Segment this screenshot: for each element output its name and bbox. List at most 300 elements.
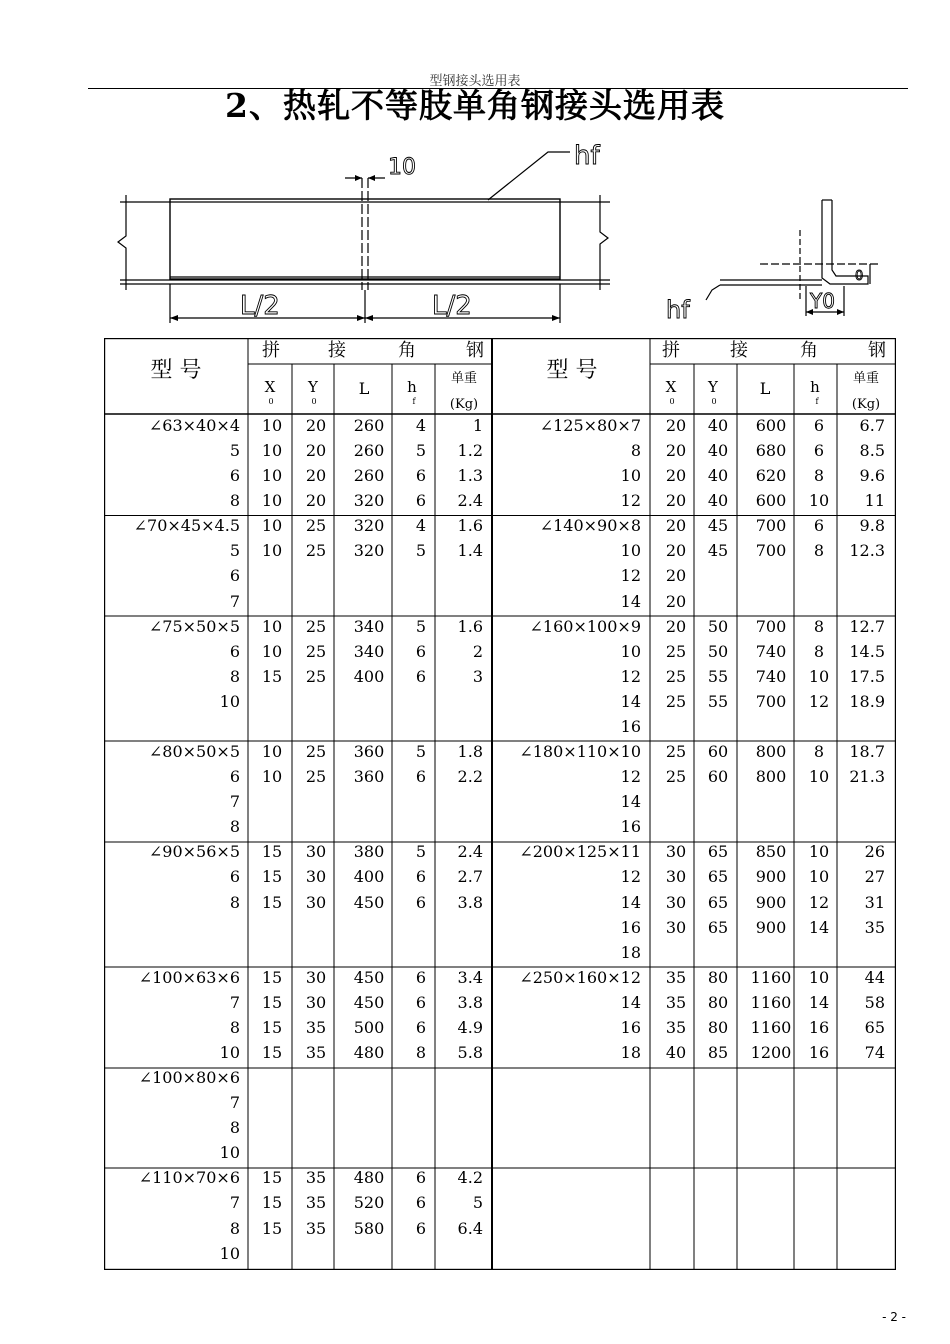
cell-x0: 20 xyxy=(665,466,687,486)
cell-hf: 4 xyxy=(415,516,427,536)
cell-y0: 30 xyxy=(305,867,327,887)
col-group-1-right: 拼 xyxy=(662,340,680,361)
cell-x0: 20 xyxy=(665,566,687,586)
cell-y0: 80 xyxy=(707,992,729,1012)
col-y0-sub-right: 0 xyxy=(711,397,717,406)
cell-model: 6 xyxy=(229,566,240,586)
cell-x0: 10 xyxy=(261,616,283,636)
weld-size-label: hf xyxy=(574,141,600,171)
cell-model: 16 xyxy=(620,817,641,837)
col-l-left: L xyxy=(358,379,370,398)
cell-l: 480 xyxy=(353,1043,385,1062)
cell-model: 18 xyxy=(620,942,641,962)
cell-x0: 10 xyxy=(261,767,283,787)
cell-hf: 10 xyxy=(808,767,830,787)
cell-l: 700 xyxy=(755,616,787,636)
cell-y0: 40 xyxy=(707,466,729,486)
cell-y0: 85 xyxy=(707,1043,729,1062)
half-length-right: L/2 xyxy=(432,291,472,321)
col-group-2-left: 接 xyxy=(328,340,346,361)
cell-model: 6 xyxy=(229,641,240,661)
cell-hf: 6 xyxy=(415,641,427,661)
cell-y0: 60 xyxy=(707,742,729,762)
cell-model: 5 xyxy=(229,441,240,461)
cell-l: 900 xyxy=(755,867,787,887)
cell-l: 800 xyxy=(755,767,787,787)
col-group-3-left: 角 xyxy=(398,340,416,361)
cell-l: 700 xyxy=(755,516,787,536)
cell-l: 1160 xyxy=(750,967,792,987)
cell-hf: 6 xyxy=(813,416,825,435)
cell-hf: 6 xyxy=(415,1218,427,1238)
cell-model: 10 xyxy=(219,691,240,711)
cell-l: 400 xyxy=(353,666,385,686)
cell-model: 12 xyxy=(620,867,641,887)
cell-model: ∠200×125×11 xyxy=(519,842,641,862)
cell-l: 520 xyxy=(353,1193,385,1213)
cell-weight: 27 xyxy=(864,867,885,887)
cell-y0: 30 xyxy=(305,992,327,1012)
cell-hf: 6 xyxy=(415,892,427,912)
cell-y0: 35 xyxy=(305,1043,327,1062)
cell-weight: 65 xyxy=(864,1017,885,1037)
cell-x0: 15 xyxy=(261,1168,283,1188)
cell-l: 320 xyxy=(353,491,385,511)
cell-model: 8 xyxy=(229,1118,240,1138)
cell-weight: 2 xyxy=(472,641,483,661)
cell-hf: 12 xyxy=(808,691,830,711)
cell-weight: 5 xyxy=(472,1193,483,1213)
joint-drawing xyxy=(0,140,950,338)
col-x0-sub-right: 0 xyxy=(669,397,675,406)
cell-model: 7 xyxy=(229,1193,240,1213)
cell-model: ∠100×63×6 xyxy=(138,967,240,987)
cell-x0: 35 xyxy=(665,967,687,987)
cell-y0: 30 xyxy=(305,892,327,912)
half-length-left: L/2 xyxy=(240,291,280,321)
cell-hf: 5 xyxy=(415,842,427,862)
cell-hf: 6 xyxy=(415,466,427,486)
cell-model: 8 xyxy=(229,491,240,511)
cell-model: 10 xyxy=(219,1143,240,1163)
cell-y0: 25 xyxy=(305,767,327,787)
y0-dimension: Y0 xyxy=(810,289,835,313)
cell-weight: 6.4 xyxy=(457,1218,483,1238)
cell-l: 900 xyxy=(755,917,787,937)
cell-l: 900 xyxy=(755,892,787,912)
cell-hf: 8 xyxy=(813,466,825,486)
cell-hf: 6 xyxy=(415,1017,427,1037)
cell-x0: 35 xyxy=(665,992,687,1012)
cell-weight: 1.2 xyxy=(457,441,483,461)
cell-model: 7 xyxy=(229,591,240,611)
cell-weight: 1.3 xyxy=(457,466,483,486)
cell-x0: 30 xyxy=(665,842,687,862)
cell-model: ∠250×160×12 xyxy=(519,967,641,987)
cell-weight: 74 xyxy=(864,1043,885,1062)
cell-hf: 6 xyxy=(415,491,427,511)
cell-x0: 20 xyxy=(665,591,687,611)
cell-model: 6 xyxy=(229,867,240,887)
cell-y0: 45 xyxy=(707,516,729,536)
cell-model: 10 xyxy=(219,1243,240,1263)
cell-hf: 8 xyxy=(813,742,825,762)
cell-x0: 15 xyxy=(261,1193,283,1213)
cell-hf: 16 xyxy=(808,1017,830,1037)
cell-hf: 14 xyxy=(808,992,830,1012)
cell-l: 480 xyxy=(353,1168,385,1188)
cell-weight: 12.7 xyxy=(849,616,885,636)
cell-x0: 15 xyxy=(261,992,283,1012)
cell-model: 8 xyxy=(229,892,240,912)
cell-l: 320 xyxy=(353,516,385,536)
cell-model: ∠100×80×6 xyxy=(138,1068,240,1088)
cell-model: 7 xyxy=(229,1093,240,1113)
col-x0-right: X xyxy=(665,378,677,396)
cell-y0: 20 xyxy=(305,491,327,511)
cell-l: 260 xyxy=(353,416,385,435)
cell-y0: 25 xyxy=(305,516,327,536)
cell-weight: 12.3 xyxy=(849,541,885,561)
cell-model: 8 xyxy=(229,817,240,837)
cell-hf: 8 xyxy=(813,641,825,661)
cell-model: ∠70×45×4.5 xyxy=(133,516,240,536)
cell-l: 450 xyxy=(353,992,385,1012)
cell-weight: 1.8 xyxy=(457,742,483,762)
cell-x0: 10 xyxy=(261,466,283,486)
cell-hf: 10 xyxy=(808,666,830,686)
cell-y0: 20 xyxy=(305,416,327,435)
cell-hf: 6 xyxy=(415,967,427,987)
cell-model: 18 xyxy=(620,1043,641,1062)
cell-weight: 2.7 xyxy=(457,867,483,887)
page-title: 2、热轧不等肢单角钢接头选用表 xyxy=(225,86,725,125)
cell-y0: 65 xyxy=(707,867,729,887)
cell-y0: 45 xyxy=(707,541,729,561)
cell-hf: 8 xyxy=(813,616,825,636)
cell-y0: 80 xyxy=(707,1017,729,1037)
cell-weight: 2.4 xyxy=(457,842,483,862)
cell-y0: 50 xyxy=(707,616,729,636)
col-hf-sub-left: f xyxy=(412,397,416,406)
cell-y0: 30 xyxy=(305,967,327,987)
cell-model: 7 xyxy=(229,792,240,812)
cell-y0: 25 xyxy=(305,666,327,686)
cell-weight: 14.5 xyxy=(849,641,885,661)
cell-l: 850 xyxy=(755,842,787,862)
cell-y0: 30 xyxy=(305,842,327,862)
cell-model: 10 xyxy=(620,641,641,661)
cell-weight: 18.7 xyxy=(849,742,885,762)
cell-weight: 9.6 xyxy=(859,466,885,486)
cell-weight: 1.6 xyxy=(457,516,483,536)
cell-weight: 3.8 xyxy=(457,992,483,1012)
cell-x0: 25 xyxy=(665,767,687,787)
cell-y0: 55 xyxy=(707,666,729,686)
cell-l: 260 xyxy=(353,466,385,486)
cell-model: ∠160×100×9 xyxy=(529,616,641,636)
cell-l: 340 xyxy=(353,641,385,661)
cell-x0: 30 xyxy=(665,867,687,887)
cell-hf: 10 xyxy=(808,842,830,862)
cell-x0: 10 xyxy=(261,516,283,536)
cell-hf: 10 xyxy=(808,491,830,511)
cell-weight: 2.4 xyxy=(457,491,483,511)
cell-weight: 11 xyxy=(864,491,885,511)
cell-y0: 50 xyxy=(707,641,729,661)
cell-hf: 5 xyxy=(415,541,427,561)
cell-weight: 6.7 xyxy=(859,416,885,435)
cell-l: 620 xyxy=(755,466,787,486)
cell-hf: 6 xyxy=(415,1168,427,1188)
col-group-4-right: 钢 xyxy=(868,340,886,361)
cell-model: 14 xyxy=(620,892,641,912)
cell-l: 260 xyxy=(353,441,385,461)
cell-model: 10 xyxy=(620,541,641,561)
cell-model: 16 xyxy=(620,716,641,736)
col-model-left: 型 号 xyxy=(150,358,202,383)
cell-l: 1200 xyxy=(750,1043,792,1062)
cell-l: 580 xyxy=(353,1218,385,1238)
cell-l: 740 xyxy=(755,666,787,686)
cell-x0: 20 xyxy=(665,441,687,461)
cell-model: 14 xyxy=(620,992,641,1012)
cell-weight: 3.8 xyxy=(457,892,483,912)
cell-l: 400 xyxy=(353,867,385,887)
cell-model: ∠110×70×6 xyxy=(138,1168,240,1188)
cell-y0: 20 xyxy=(305,441,327,461)
page-number: - 2 - xyxy=(882,1310,906,1324)
cell-hf: 6 xyxy=(415,767,427,787)
cell-hf: 6 xyxy=(813,516,825,536)
col-y0-right: Y xyxy=(708,378,718,396)
cell-y0: 25 xyxy=(305,742,327,762)
cell-model: 12 xyxy=(620,491,641,511)
cell-y0: 40 xyxy=(707,416,729,435)
cell-hf: 6 xyxy=(813,441,825,461)
col-x0-sub-left: 0 xyxy=(268,397,274,406)
cell-model: ∠90×56×5 xyxy=(148,842,240,862)
col-x0-left: X xyxy=(264,378,276,396)
col-y0-left: Y xyxy=(308,378,318,396)
cell-weight: 1.6 xyxy=(457,616,483,636)
cell-hf: 10 xyxy=(808,867,830,887)
cell-weight: 31 xyxy=(864,892,885,912)
cell-l: 700 xyxy=(755,691,787,711)
col-group-4-left: 钢 xyxy=(466,340,484,361)
cell-weight: 26 xyxy=(864,842,885,862)
cell-weight: 3.4 xyxy=(457,967,483,987)
cell-weight: 2.2 xyxy=(457,767,483,787)
cell-l: 380 xyxy=(353,842,385,862)
running-header: 型钢接头选用表 xyxy=(429,74,521,89)
cell-y0: 65 xyxy=(707,917,729,937)
col-hf-sub-right: f xyxy=(815,397,819,406)
col-group-2-right: 接 xyxy=(730,340,748,361)
cell-x0: 25 xyxy=(665,641,687,661)
cell-weight: 58 xyxy=(864,992,885,1012)
cell-x0: 15 xyxy=(261,1017,283,1037)
cell-y0: 35 xyxy=(305,1218,327,1238)
cell-hf: 12 xyxy=(808,892,830,912)
cell-hf: 16 xyxy=(808,1043,830,1062)
cell-y0: 80 xyxy=(707,967,729,987)
cell-x0: 15 xyxy=(261,1218,283,1238)
cell-l: 450 xyxy=(353,967,385,987)
cell-x0: 25 xyxy=(665,666,687,686)
cell-hf: 14 xyxy=(808,917,830,937)
cell-model: 8 xyxy=(630,441,641,461)
cell-model: 5 xyxy=(229,541,240,561)
cell-l: 500 xyxy=(353,1017,385,1037)
cell-l: 360 xyxy=(353,742,385,762)
col-group-3-right: 角 xyxy=(800,340,818,361)
cell-weight: 1 xyxy=(472,416,483,435)
cell-x0: 15 xyxy=(261,892,283,912)
cell-x0: 20 xyxy=(665,491,687,511)
cell-hf: 6 xyxy=(415,666,427,686)
cell-l: 1160 xyxy=(750,1017,792,1037)
col-model-right: 型 号 xyxy=(546,358,598,383)
cell-model: ∠180×110×10 xyxy=(519,742,641,762)
cell-weight: 3 xyxy=(472,666,483,686)
cell-y0: 35 xyxy=(305,1017,327,1037)
cell-weight: 8.5 xyxy=(859,441,885,461)
cell-model: 8 xyxy=(229,1218,240,1238)
cell-l: 1160 xyxy=(750,992,792,1012)
cell-model: 8 xyxy=(229,1017,240,1037)
cell-l: 600 xyxy=(755,491,787,511)
cell-x0: 20 xyxy=(665,616,687,636)
cell-x0: 30 xyxy=(665,892,687,912)
cell-model: 16 xyxy=(620,917,641,937)
cell-l: 450 xyxy=(353,892,385,912)
cell-x0: 10 xyxy=(261,742,283,762)
cell-model: ∠125×80×7 xyxy=(539,416,641,435)
cell-hf: 6 xyxy=(415,992,427,1012)
cell-x0: 25 xyxy=(665,691,687,711)
cell-weight: 9.8 xyxy=(859,516,885,536)
cell-hf: 8 xyxy=(415,1043,427,1062)
cell-y0: 60 xyxy=(707,767,729,787)
x0-dimension: 0 xyxy=(855,269,864,284)
weld-size-label-side: hf xyxy=(666,296,690,324)
cell-x0: 20 xyxy=(665,416,687,435)
cell-weight: 44 xyxy=(864,967,885,987)
cell-model: 14 xyxy=(620,792,641,812)
cell-y0: 65 xyxy=(707,892,729,912)
cell-x0: 15 xyxy=(261,842,283,862)
col-weight-unit-left: (Kg) xyxy=(449,397,479,412)
cell-y0: 40 xyxy=(707,441,729,461)
cell-x0: 40 xyxy=(665,1043,687,1062)
cell-model: 14 xyxy=(620,691,641,711)
cell-y0: 25 xyxy=(305,616,327,636)
col-y0-sub-left: 0 xyxy=(311,397,317,406)
cell-x0: 10 xyxy=(261,491,283,511)
cell-x0: 25 xyxy=(665,742,687,762)
cell-x0: 15 xyxy=(261,1043,283,1062)
cell-model: ∠140×90×8 xyxy=(539,516,641,536)
cell-y0: 55 xyxy=(707,691,729,711)
cell-l: 340 xyxy=(353,616,385,636)
cell-x0: 10 xyxy=(261,441,283,461)
cell-hf: 6 xyxy=(415,1193,427,1213)
cell-y0: 35 xyxy=(305,1193,327,1213)
cell-l: 740 xyxy=(755,641,787,661)
cell-hf: 8 xyxy=(813,541,825,561)
cell-model: 12 xyxy=(620,566,641,586)
cell-weight: 5.8 xyxy=(457,1043,483,1062)
cell-y0: 25 xyxy=(305,641,327,661)
col-hf-right: h xyxy=(810,378,820,396)
cell-weight: 1.4 xyxy=(457,541,483,561)
cell-l: 700 xyxy=(755,541,787,561)
cell-weight: 18.9 xyxy=(849,691,885,711)
col-weight-left: 单重 xyxy=(450,371,478,386)
cell-model: ∠80×50×5 xyxy=(148,742,240,762)
cell-l: 680 xyxy=(755,441,787,461)
col-l-right: L xyxy=(759,379,771,398)
cell-model: 7 xyxy=(229,992,240,1012)
col-weight-unit-right: (Kg) xyxy=(851,397,881,412)
gap-dimension: 10 xyxy=(388,155,416,180)
cell-l: 320 xyxy=(353,541,385,561)
cell-x0: 20 xyxy=(665,516,687,536)
cell-model: 6 xyxy=(229,767,240,787)
cell-model: 10 xyxy=(219,1043,240,1062)
cell-hf: 6 xyxy=(415,867,427,887)
cell-model: ∠63×40×4 xyxy=(148,416,240,435)
cell-weight: 4.9 xyxy=(457,1017,483,1037)
cell-weight: 35 xyxy=(864,917,885,937)
cell-y0: 20 xyxy=(305,466,327,486)
col-weight-right: 单重 xyxy=(852,371,880,386)
cell-weight: 21.3 xyxy=(849,767,885,787)
cell-hf: 5 xyxy=(415,441,427,461)
cell-x0: 15 xyxy=(261,867,283,887)
cell-y0: 25 xyxy=(305,541,327,561)
cell-x0: 20 xyxy=(665,541,687,561)
cell-y0: 35 xyxy=(305,1168,327,1188)
cell-hf: 5 xyxy=(415,742,427,762)
col-group-1-left: 拼 xyxy=(262,340,280,361)
cell-x0: 30 xyxy=(665,917,687,937)
cell-model: 6 xyxy=(229,466,240,486)
cell-model: 14 xyxy=(620,591,641,611)
cell-x0: 15 xyxy=(261,666,283,686)
cell-model: 16 xyxy=(620,1017,641,1037)
cell-x0: 15 xyxy=(261,967,283,987)
cell-x0: 35 xyxy=(665,1017,687,1037)
cell-hf: 4 xyxy=(415,416,427,435)
cell-x0: 10 xyxy=(261,541,283,561)
cell-x0: 10 xyxy=(261,416,283,435)
cell-model: 12 xyxy=(620,666,641,686)
cell-hf: 5 xyxy=(415,616,427,636)
cell-hf: 10 xyxy=(808,967,830,987)
cell-model: 8 xyxy=(229,666,240,686)
cell-l: 360 xyxy=(353,767,385,787)
cell-model: 10 xyxy=(620,466,641,486)
cell-weight: 17.5 xyxy=(849,666,885,686)
cell-model: ∠75×50×5 xyxy=(148,616,240,636)
cell-l: 600 xyxy=(755,416,787,435)
cell-model: 12 xyxy=(620,767,641,787)
cell-x0: 10 xyxy=(261,641,283,661)
cell-l: 800 xyxy=(755,742,787,762)
cell-y0: 40 xyxy=(707,491,729,511)
